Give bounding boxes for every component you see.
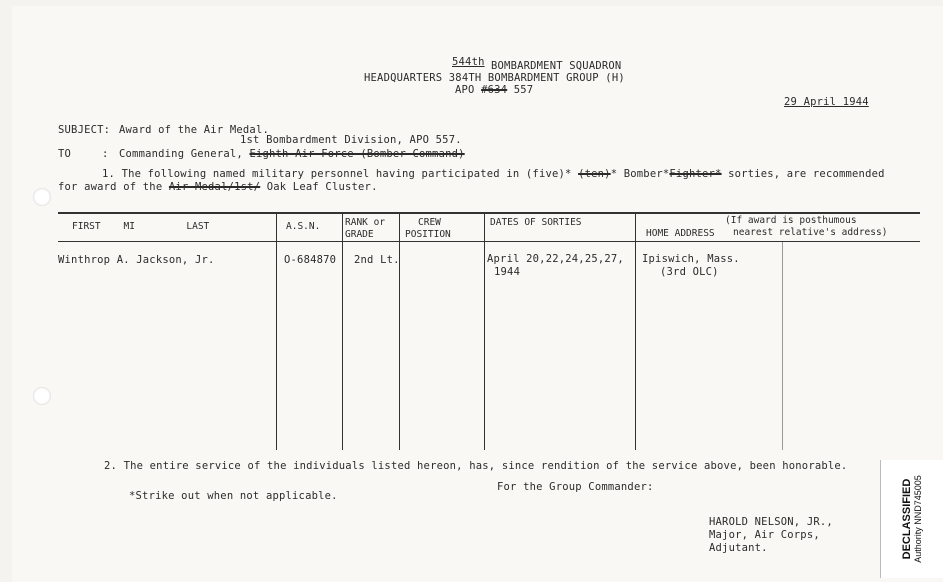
header-posthumous-2: nearest relative's address) — [733, 227, 888, 238]
table-col-divider — [342, 214, 343, 450]
cell-dates-line-2: 1944 — [494, 266, 521, 278]
header-asn: A.S.N. — [286, 221, 321, 232]
header-crew-1: CREW — [418, 217, 441, 228]
p1-struck-award: Air Medal/1st/ — [168, 181, 261, 193]
header-rank-1: RANK or — [345, 217, 386, 228]
p1-text-c: sorties, are recommended — [721, 168, 885, 180]
footnote: *Strike out when not applicable. — [129, 490, 338, 502]
paragraph-1-line-1 — [102, 168, 885, 180]
table-header-rule — [58, 241, 920, 242]
apo-number: 557 — [513, 84, 534, 96]
subject-label: SUBJECT: — [58, 124, 111, 136]
table-col-divider — [276, 214, 277, 450]
to-struck: Eighth Air Force (Bomber Command) — [249, 148, 465, 160]
stamp-text — [901, 475, 923, 563]
table-col-divider — [635, 214, 636, 450]
paragraph-2: 2. The entire service of the individuals listed hereon, has, since rendition of the service above, been honorable. — [104, 460, 848, 472]
table-faint-divider — [782, 242, 783, 450]
squadron-number-insert: 544th — [452, 56, 485, 68]
cell-asn: O-684870 — [284, 254, 337, 266]
p1-struck-fighter: Fighter* — [669, 168, 722, 180]
cell-dates-line-1: April 20,22,24,25,27, — [487, 253, 624, 265]
table-col-divider — [399, 214, 400, 450]
signature-name: HAROLD NELSON, JR., — [709, 516, 833, 528]
apo-line — [455, 84, 533, 96]
to-label: TO — [58, 148, 72, 160]
to-line — [119, 148, 465, 160]
header-dates: DATES OF SORTIES — [490, 217, 582, 228]
header-name: FIRST MI LAST — [72, 221, 210, 232]
table-col-divider — [484, 214, 485, 450]
subject-value: Award of the Air Medal. — [119, 124, 269, 136]
cell-rank: 2nd Lt. — [354, 254, 400, 266]
header-rank-2: GRADE — [345, 229, 374, 240]
to-insert: 1st Bombardment Division, APO 557. — [240, 134, 462, 146]
signature-title: Adjutant. — [709, 542, 768, 554]
apo-struck: #634 — [481, 84, 508, 96]
headquarters-line: HEADQUARTERS 384TH BOMBARDMENT GROUP (H) — [364, 72, 625, 84]
cell-home-line-1: Ipiswich, Mass. — [642, 253, 740, 265]
table-top-rule — [58, 212, 920, 214]
closing-line: For the Group Commander: — [497, 481, 654, 493]
punch-hole-top — [33, 188, 51, 206]
header-crew-2: POSITION — [405, 229, 451, 240]
signature-rank: Major, Air Corps, — [709, 529, 820, 541]
p1-text-e: Oak Leaf Cluster. — [260, 181, 378, 193]
header-home-address: HOME ADDRESS — [646, 228, 715, 239]
p1-text-d: for award of the — [58, 181, 163, 193]
p1-struck-ten: (ten) — [578, 168, 611, 180]
declassified-stamp — [880, 460, 943, 578]
to-value: Commanding General, — [119, 148, 243, 160]
to-separator: : — [102, 148, 109, 160]
stamp-authority: Authority NND745005 — [913, 475, 923, 563]
paragraph-1-line-2 — [58, 181, 378, 193]
cell-name: Winthrop A. Jackson, Jr. — [58, 254, 215, 266]
punch-hole-bottom — [33, 387, 51, 405]
cell-home-line-2: (3rd OLC) — [660, 266, 719, 278]
p1-text-b: * Bomber* — [610, 168, 670, 180]
apo-label: APO — [455, 84, 475, 96]
squadron-name: BOMBARDMENT SQUADRON — [491, 60, 622, 72]
document-date: 29 April 1944 — [784, 96, 869, 108]
header-posthumous-1: (If award is posthumous — [725, 215, 857, 226]
p1-text-a: 1. The following named military personnel having participated in (five)* — [102, 168, 572, 180]
stamp-title: DECLASSIFIED — [901, 478, 913, 560]
